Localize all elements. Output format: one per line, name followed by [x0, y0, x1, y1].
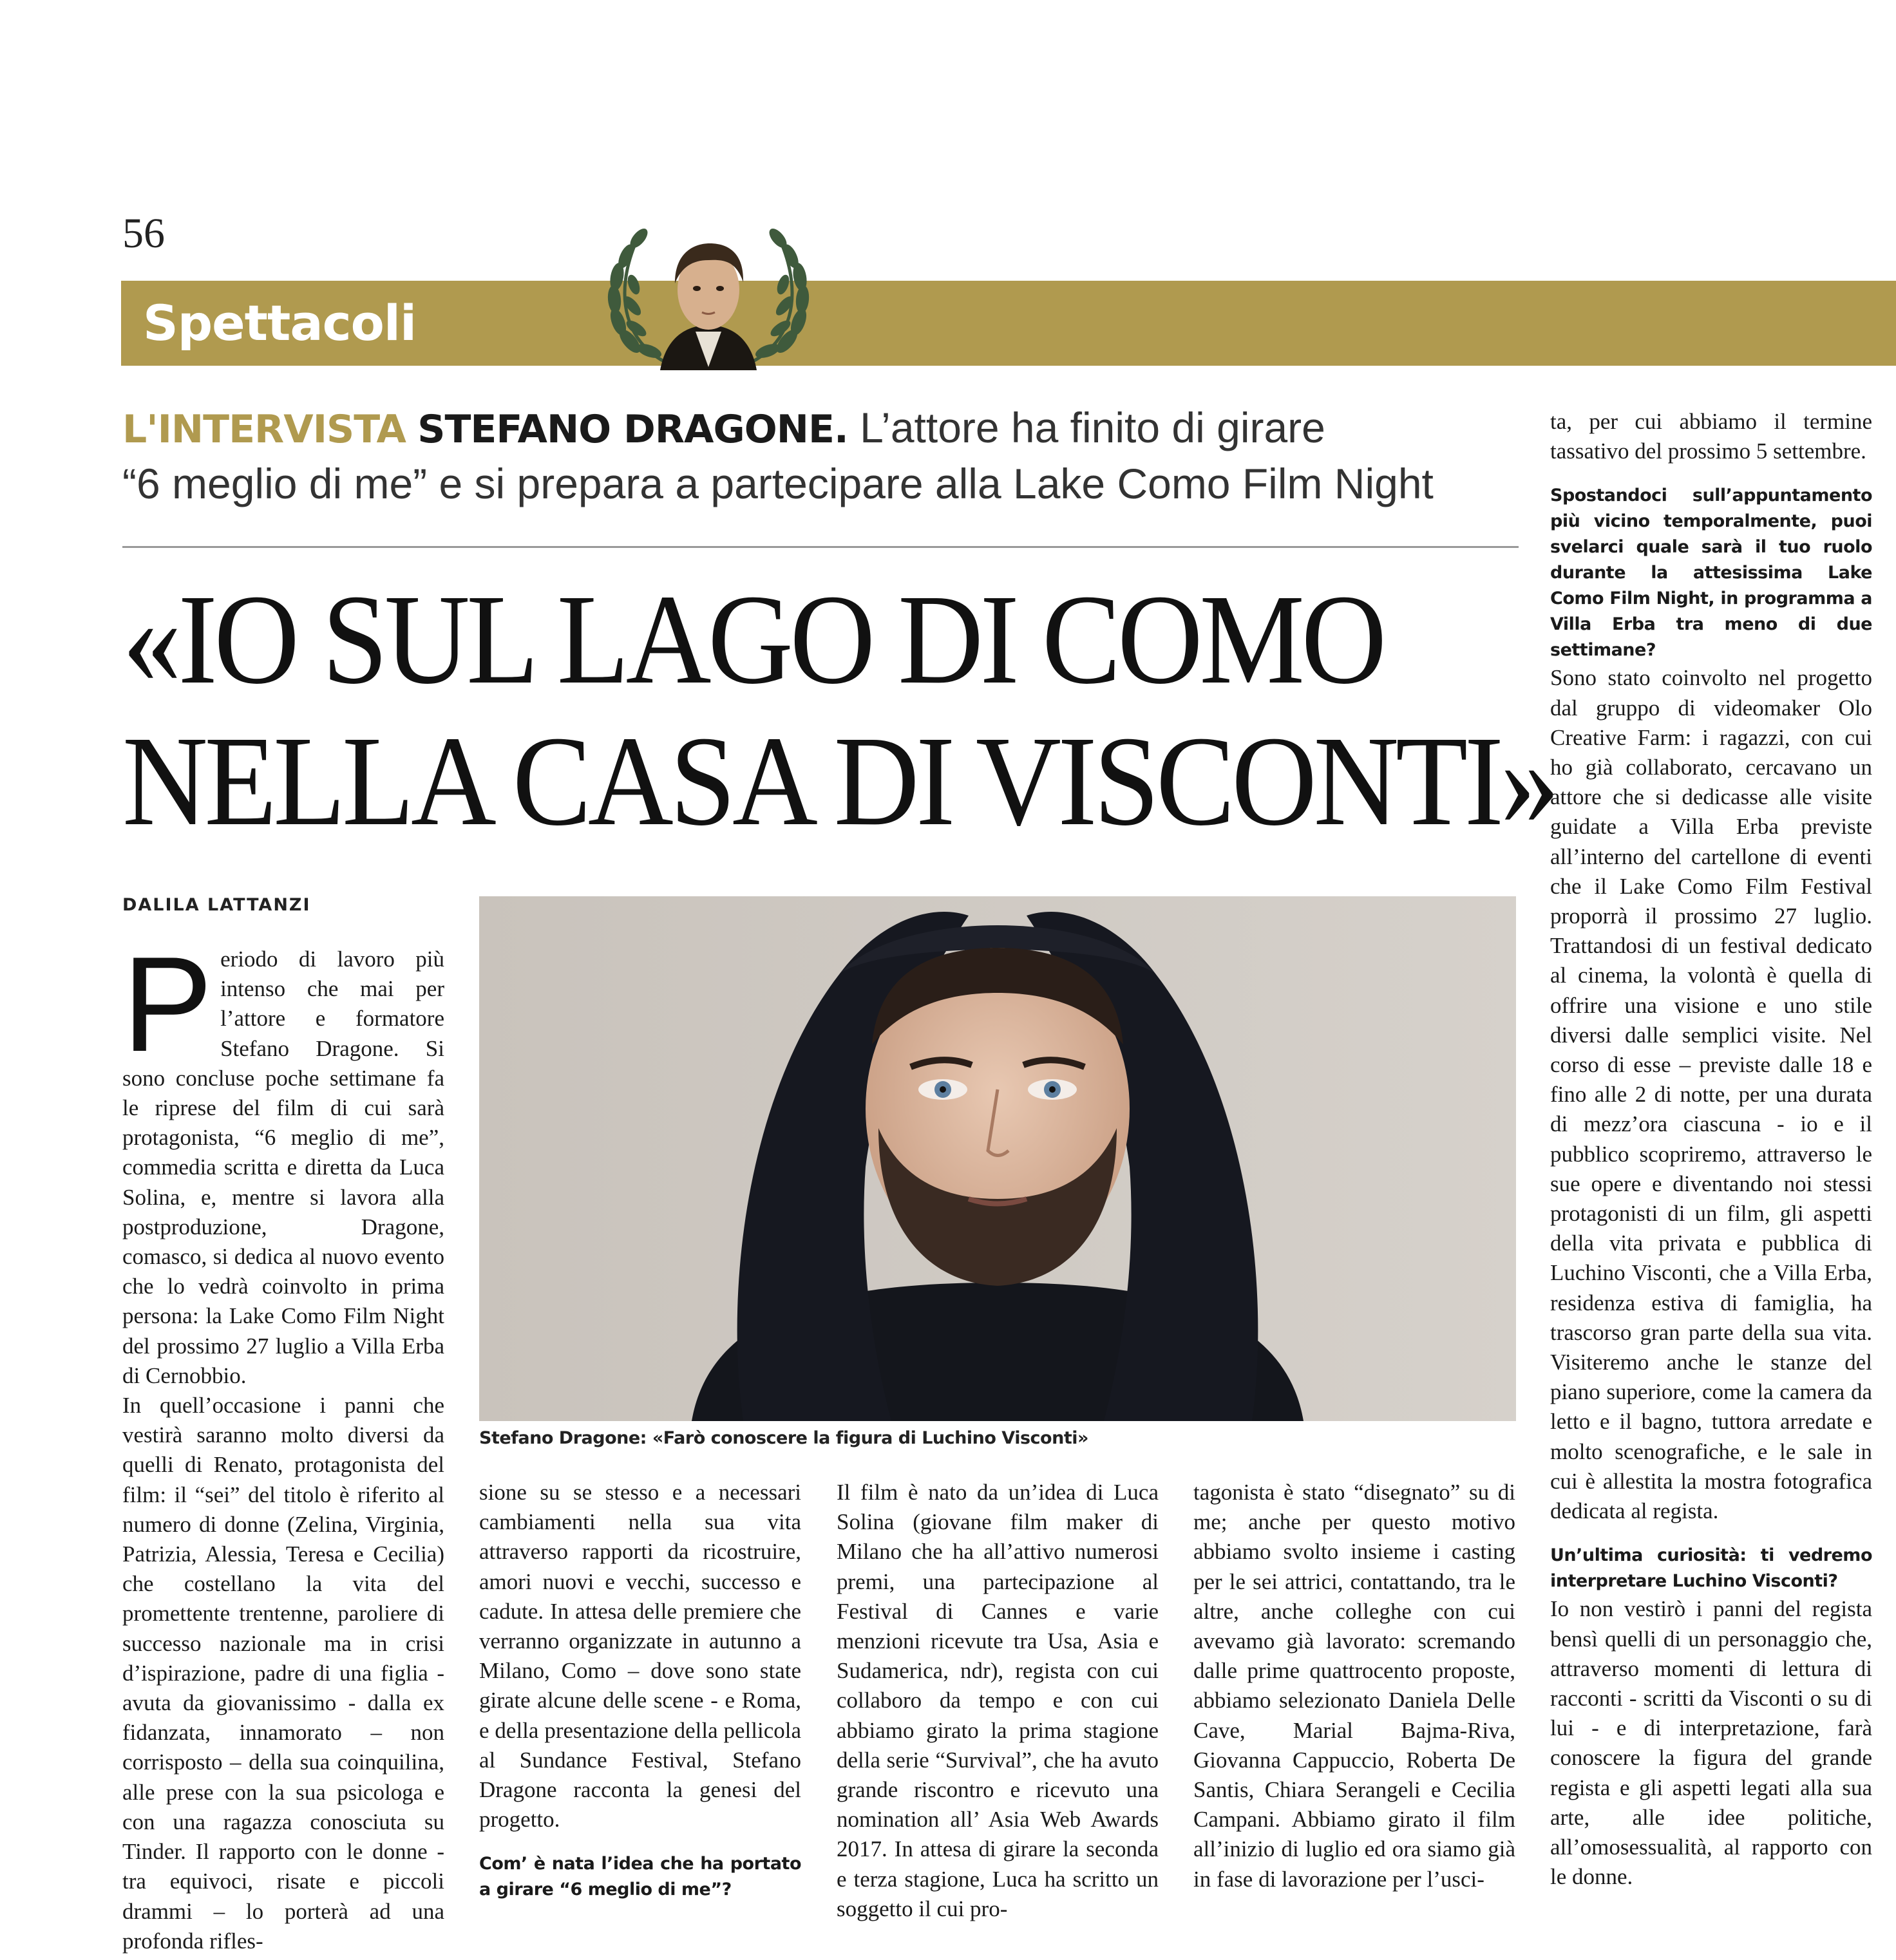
article-column-2	[479, 1478, 801, 1903]
col3-paragraph-1: Il film è nato da un’idea di Luca Solina (giovane film maker di Milano che ha all’attivo numerosi premi, una partecipazione al Festival di Cannes e varie menzioni ricevute tra Usa, Asia e Sudamerica, ndr), regista con cui collaboro da tempo e con cui abbiamo girato la prima stagione della serie “Survival”, che ha avuto grande riscontro e ricevuto una nomination all’ Asia Web Awards 2017. In attesa di girare la seconda e terza stagione, Luca ha scritto un soggetto il cui pro-	[837, 1480, 1159, 1921]
headline	[122, 569, 1556, 853]
headline-line-1: «IO SUL LAGO DI COMO	[122, 569, 1383, 711]
col2-question-1: Com’ è nata l’idea che ha portato a girare “6 meglio di me”?	[479, 1854, 801, 1900]
article-column-3	[837, 1478, 1159, 1924]
col1-paragraph-2: In quell’occasione i panni che vestirà saranno molto diversi da quelli di Renato, protagonista del film: il “sei” del titolo è riferito al numero di donne (Zelina, Virginia, Patrizia, Alessia, Teresa e Cecilia) che costellano la vita del promettente trentenne, paroliere di successo nazionale ma in crisi d’ispirazione, padre di una figlia -avuta da giovanissimo - dalla ex fidanzata, innamorato – non corrisposto – della sua coinquilina, alle prese con la sua psicologa e con una ragazza conosciuta su Tinder. Il rapporto con le donne - tra equivoci, risate e piccoli drammi – lo porterà ad una profonda rifles-	[122, 1393, 444, 1954]
page-number: 56	[122, 210, 165, 257]
drop-cap: P	[122, 928, 213, 1080]
laurel-portrait-logo	[599, 212, 818, 370]
col5-paragraph-2: Sono stato coinvolto nel progetto dal gruppo di videomaker Olo Creative Farm: i ragazzi, con cui ho già collaborato, cercavano un attore che si dedicasse alle visite guidate a Villa Erba previste all’interno del cartellone di eventi che il Lake Como Film Festival proporrà il prossimo 27 luglio. Trattandosi di un festival dedicato al cinema, la volontà è quella di offrire una visione e uno stile diversi dalle semplici visite. Nel corso di esse – previste dalle 18 e fino alle 2 di notte, per una durata di mezz’ora ciascuna - io e il pubblico scopriremo, attraverso le sue opere e diventando noi stessi protagonisti di un film, gli aspetti della vita privata e pubblica di Luchino Visconti, che a Villa Erba, residenza estiva di famiglia, ha trascorso gran parte della sua vita. Visiteremo anche le stanze del piano superiore, come la camera da letto e il bagno, tuttora arredate e molto scenografiche, e le sale in cui è allestita la mostra fotografica dedicata al regista.	[1550, 665, 1872, 1524]
col2-paragraph-1: sione su se stesso e a necessari cambiamenti nella sua vita attraverso rapporti da ricostruire, amori nuovi e vecchi, successo e cadute. In attesa delle premiere che verranno organizzate in autunno a Milano, Como – dove sono state girate alcune delle scene - e Roma, e della presentazione della pellicola al Sundance Festival, Stefano Dragone racconta la genesi del progetto.	[479, 1480, 801, 1833]
divider-rule	[122, 546, 1519, 548]
col5-paragraph-1: ta, per cui abbiamo il termine tassativo del prossimo 5 settembre.	[1550, 409, 1872, 464]
col1-paragraph-1: eriodo di lavoro più intenso che mai per l’attore e formatore Stefano Dragone. Si sono concluse poche settimane fa le riprese del film di cui sarà protagonista, “6 meglio di me”, commedia scritta e diretta da Luca Solina, e, mentre si lavora alla postproduzione, Dragone, comasco, si dedica al nuovo evento che lo vedrà coinvolto in prima persona: la Lake Como Film Night del prossimo 27 luglio a Villa Erba di Cernobbio.	[122, 947, 444, 1388]
kicker-line1: L’attore ha finito di girare	[860, 404, 1325, 451]
section-title: Spettacoli	[143, 294, 416, 352]
portrait-photo-illustration	[479, 896, 1516, 1421]
article-photo	[479, 896, 1516, 1421]
col4-paragraph-1: tagonista è stato “disegnato” su di me; anche per questo motivo abbiamo svolto insieme i casting per le sei attrici, contattando, tra le altre, anche colleghe con cui avevamo già lavorato: scremando dalle prime quattrocento proposte, abbiamo selezionato Daniela Delle Cave, Marial Bajma-Riva, Giovanna Cappuccio, Roberta De Santis, Chiara Serangeli e Cecilia Campani. Abbiamo girato il film all’inizio di luglio ed ora siamo già in fase di lavorazione per l’usci-	[1193, 1480, 1515, 1892]
col5-question-2: Un’ultima curiosità: ti vedremo interpretare Luchino Visconti?	[1550, 1545, 1872, 1592]
article-column-1	[122, 928, 444, 1956]
kicker	[122, 400, 1507, 511]
kicker-name: STEFANO DRAGONE.	[417, 407, 848, 452]
headline-line-2: NELLA CASA DI VISCONTI»	[122, 710, 1556, 853]
article-column-4	[1193, 1478, 1515, 1894]
col5-question-1: Spostandoci sull’appuntamento più vicino temporalmente, puoi svelarci quale sarà il tuo ruolo durante la attesissima Lake Como Film Night, in programma a Villa Erba tra meno di due settimane?	[1550, 485, 1872, 661]
article-column-5	[1550, 407, 1872, 1892]
kicker-line2: “6 meglio di me” e si prepara a partecipare alla Lake Como Film Night	[122, 460, 1434, 507]
col5-paragraph-3: Io non vestirò i panni del regista bensì quelli di un personaggio che, attraverso momenti di lettura di racconti - scritti da Visconti o su di lui - e di interpretazione, farà conoscere la figura del grande regista e gli aspetti legati alla sua arte, alle idee politiche, all’omosessualità, al rapporto con le donne.	[1550, 1596, 1872, 1890]
photo-caption: Stefano Dragone: «Farò conoscere la figura di Luchino Visconti»	[479, 1428, 1088, 1448]
byline: DALILA LATTANZI	[122, 895, 311, 915]
kicker-label: L'INTERVISTA	[122, 407, 406, 452]
